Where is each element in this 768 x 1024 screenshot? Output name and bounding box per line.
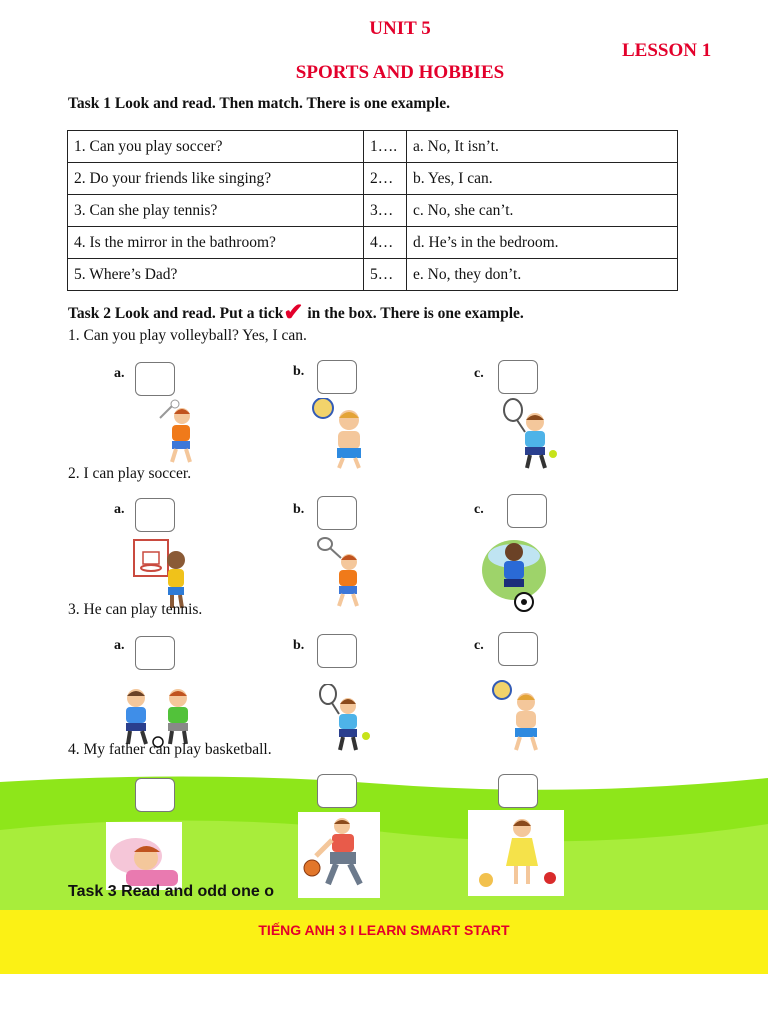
answer-box[interactable] [135,778,175,812]
footer-text: TIẾNG ANH 3 I LEARN SMART START [258,922,510,938]
table-row [68,227,678,259]
question-cell: 2. Do your friends like singing? [68,163,364,195]
table-row [68,163,678,195]
table-row [68,195,678,227]
number-cell[interactable]: 5… [364,259,407,291]
answer-box[interactable] [317,496,357,530]
answer-cell: c. No, she can’t. [407,195,678,227]
option-b-label: b. [293,502,305,517]
option-a-label: a. [114,638,125,653]
answer-cell: a. No, It isn’t. [407,131,678,163]
lesson-title: LESSON 1 [622,40,712,61]
task1-title: Task 1 Look and read. Then match. There is one example. [68,95,450,112]
answer-cell: e. No, they don’t. [407,259,678,291]
task2-title-start: Task 2 Look and read. Put a tick [68,305,284,322]
task2-title [68,296,524,325]
footer-bar [0,910,768,974]
volleyball-boy-image [488,680,554,752]
question-2: 2. I can play soccer. [68,465,192,482]
option-c-label: c. [474,366,484,381]
answer-box[interactable] [135,362,175,396]
badminton-boy-image [120,398,200,466]
option-a-label: a. [114,502,125,517]
basketball-boy-image [128,538,196,610]
option-c-label: c. [474,638,484,653]
option-c-label: c. [474,502,484,517]
badminton-boy-image [305,536,375,608]
answer-box[interactable] [317,360,357,394]
soccer-kids-image [118,686,200,748]
task3-title: Task 3 Read and odd one o [68,883,274,900]
table-row [68,131,678,163]
question-cell: 3. Can she play tennis? [68,195,364,227]
answer-box[interactable] [507,494,547,528]
answer-box[interactable] [498,774,538,808]
soccer-boy-image [478,534,550,614]
answer-box[interactable] [498,360,538,394]
question-4: 4. My father can play basketball. [68,741,272,758]
answer-box[interactable] [317,634,357,668]
number-cell[interactable]: 3… [364,195,407,227]
question-cell: 4. Is the mirror in the bathroom? [68,227,364,259]
number-cell[interactable]: 2… [364,163,407,195]
matching-table [67,130,678,291]
answer-box[interactable] [498,632,538,666]
table-row [68,259,678,291]
question-3: 3. He can play tennis. [68,601,203,618]
answer-box[interactable] [135,636,175,670]
topic-title: SPORTS AND HOBBIES [295,62,505,83]
answer-cell: d. He’s in the bedroom. [407,227,678,259]
unit-title: UNIT 5 [369,18,431,39]
volleyball-boy-image [305,398,385,470]
number-cell[interactable]: 4… [364,227,407,259]
sleeping-girl-image [106,822,182,890]
answer-cell: b. Yes, I can. [407,163,678,195]
question-cell: 5. Where’s Dad? [68,259,364,291]
option-b-label: b. [293,364,305,379]
answer-box[interactable] [135,498,175,532]
basketball-father-image [298,812,380,898]
option-b-label: b. [293,638,305,653]
option-a-label: a. [114,366,125,381]
task2-title-end: in the box. There is one example. [303,305,524,322]
girl-with-cat-image [468,810,564,896]
answer-box[interactable] [317,774,357,808]
tennis-boy-image [312,684,378,752]
tick-icon: ✔ [283,300,304,326]
question-cell: 1. Can you play soccer? [68,131,364,163]
question-1: 1. Can you play volleyball? Yes, I can. [68,327,307,344]
number-cell[interactable]: 1…. [364,131,407,163]
tennis-boy-image [495,398,575,472]
